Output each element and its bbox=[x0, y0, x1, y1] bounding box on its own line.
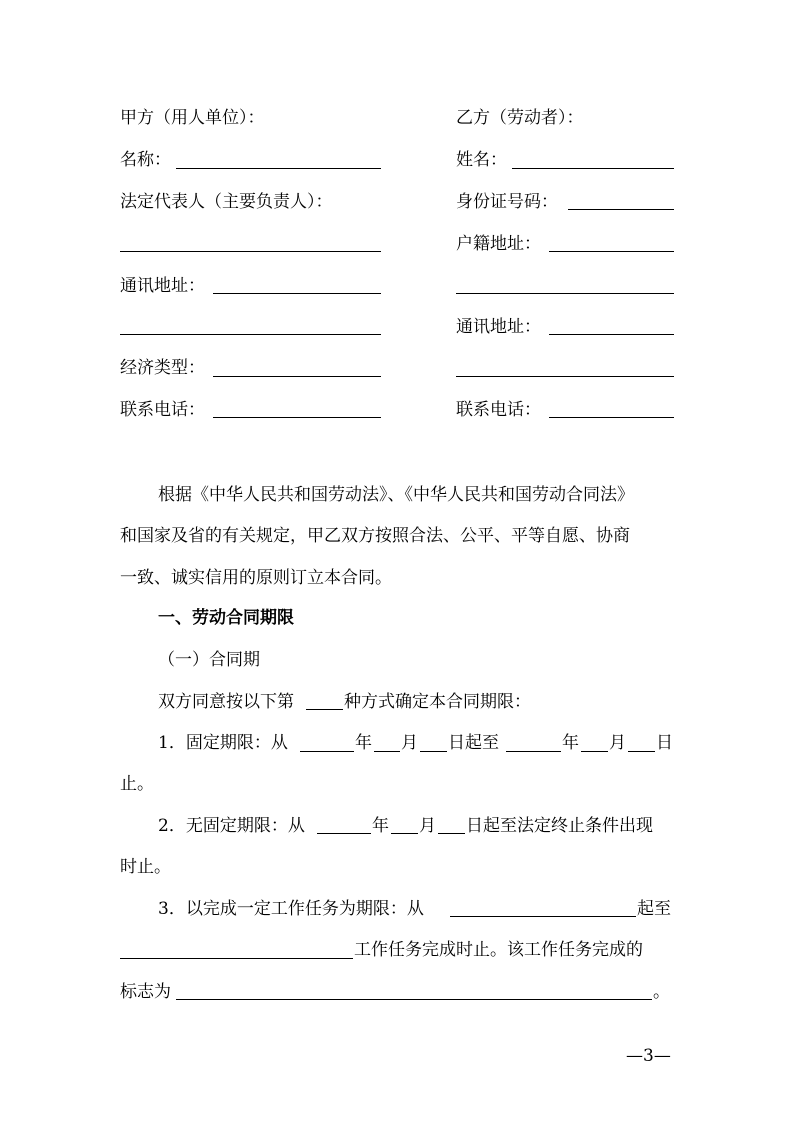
party-a-legal-rep-label: 法定代表人（主要负责人）： bbox=[120, 192, 333, 212]
item-2-month-label: 月 bbox=[419, 816, 436, 836]
item-1-month-label: 月 bbox=[401, 733, 418, 753]
choose-method-text-b: 种方式确定本合同期限： bbox=[344, 692, 531, 712]
party-b-phone-field[interactable] bbox=[549, 417, 674, 418]
party-b-name-field[interactable] bbox=[512, 168, 674, 169]
party-b-household-label: 户籍地址： bbox=[456, 234, 541, 254]
party-a-address-field-2[interactable] bbox=[120, 334, 381, 335]
choose-method-text-a: 双方同意按以下第 bbox=[158, 692, 294, 712]
item-3-completion-field[interactable] bbox=[176, 999, 652, 1000]
section-1-sub-1: （一）合同期 bbox=[158, 650, 260, 670]
party-b-address-field-2[interactable] bbox=[456, 376, 674, 377]
item-2-day-tail: 日起至法定终止条件出现 bbox=[466, 816, 653, 836]
party-b-heading: 乙方（劳动者）： bbox=[456, 108, 584, 128]
item-1-end-day-field[interactable] bbox=[628, 751, 655, 752]
party-a-econ-type-field[interactable] bbox=[213, 376, 381, 377]
item-1-start-year-field[interactable] bbox=[300, 751, 354, 752]
item-2-year-label: 年 bbox=[372, 816, 389, 836]
item-3-until: 起至 bbox=[637, 899, 671, 919]
party-a-name-label: 名称： bbox=[120, 150, 171, 170]
party-b-household-field[interactable] bbox=[549, 251, 674, 252]
item-2-prefix: 2．无固定期限：从 bbox=[158, 816, 305, 836]
party-a-legal-rep-field[interactable] bbox=[120, 251, 381, 252]
party-b-phone-label: 联系电话： bbox=[456, 400, 541, 420]
item-2-start-day-field[interactable] bbox=[438, 833, 465, 834]
page-number: —3— bbox=[626, 1046, 671, 1066]
item-2-start-month-field[interactable] bbox=[391, 833, 418, 834]
item-1-start-month-field[interactable] bbox=[374, 751, 400, 752]
item-3-completion-label: 标志为 bbox=[120, 982, 171, 1002]
item-1-end-year-label: 年 bbox=[562, 733, 579, 753]
party-b-id-field[interactable] bbox=[568, 209, 674, 210]
preamble-line-2: 和国家及省的有关规定，甲乙双方按照合法、公平、平等自愿、协商 bbox=[120, 526, 630, 546]
item-3-prefix: 3．以完成一定工作任务为期限：从 bbox=[158, 899, 424, 919]
party-a-address-field[interactable] bbox=[213, 293, 381, 294]
party-a-econ-type-label: 经济类型： bbox=[120, 358, 205, 378]
party-a-phone-label: 联系电话： bbox=[120, 400, 205, 420]
preamble-line-3: 一致、诚实信用的原则订立本合同。 bbox=[120, 568, 392, 588]
item-3-start-field[interactable] bbox=[450, 916, 636, 917]
item-2-start-year-field[interactable] bbox=[317, 833, 371, 834]
party-b-address-label: 通讯地址： bbox=[456, 317, 541, 337]
party-a-phone-field[interactable] bbox=[213, 417, 381, 418]
item-3-end-mark: 。 bbox=[653, 982, 670, 1002]
item-1-end-month-field[interactable] bbox=[581, 751, 608, 752]
party-a-address-label: 通讯地址： bbox=[120, 276, 205, 296]
party-b-id-label: 身份证号码： bbox=[456, 192, 558, 212]
section-1-title: 一、劳动合同期限 bbox=[158, 608, 294, 628]
method-number-field[interactable] bbox=[306, 709, 343, 710]
item-3-line-2-text: 工作任务完成时止。该工作任务完成的 bbox=[354, 940, 643, 960]
item-1-year-label: 年 bbox=[355, 733, 372, 753]
party-a-heading: 甲方（用人单位）： bbox=[120, 108, 265, 128]
item-1-start-day-field[interactable] bbox=[420, 751, 447, 752]
item-1-prefix: 1．固定期限：从 bbox=[158, 733, 288, 753]
party-a-name-field[interactable] bbox=[176, 168, 381, 169]
item-3-end-field[interactable] bbox=[120, 958, 353, 959]
item-1-end-year-field[interactable] bbox=[506, 751, 561, 752]
party-b-address-field[interactable] bbox=[549, 334, 674, 335]
party-b-name-label: 姓名： bbox=[456, 150, 507, 170]
item-1-day-label: 日起至 bbox=[448, 733, 499, 753]
item-1-end-day-label: 日 bbox=[656, 733, 673, 753]
item-2-tail: 时止。 bbox=[120, 857, 171, 877]
item-1-end-month-label: 月 bbox=[609, 733, 626, 753]
item-1-tail: 止。 bbox=[120, 774, 154, 794]
preamble-line-1: 根据《中华人民共和国劳动法》、《中华人民共和国劳动合同法》 bbox=[158, 485, 634, 505]
party-b-household-field-2[interactable] bbox=[456, 293, 674, 294]
